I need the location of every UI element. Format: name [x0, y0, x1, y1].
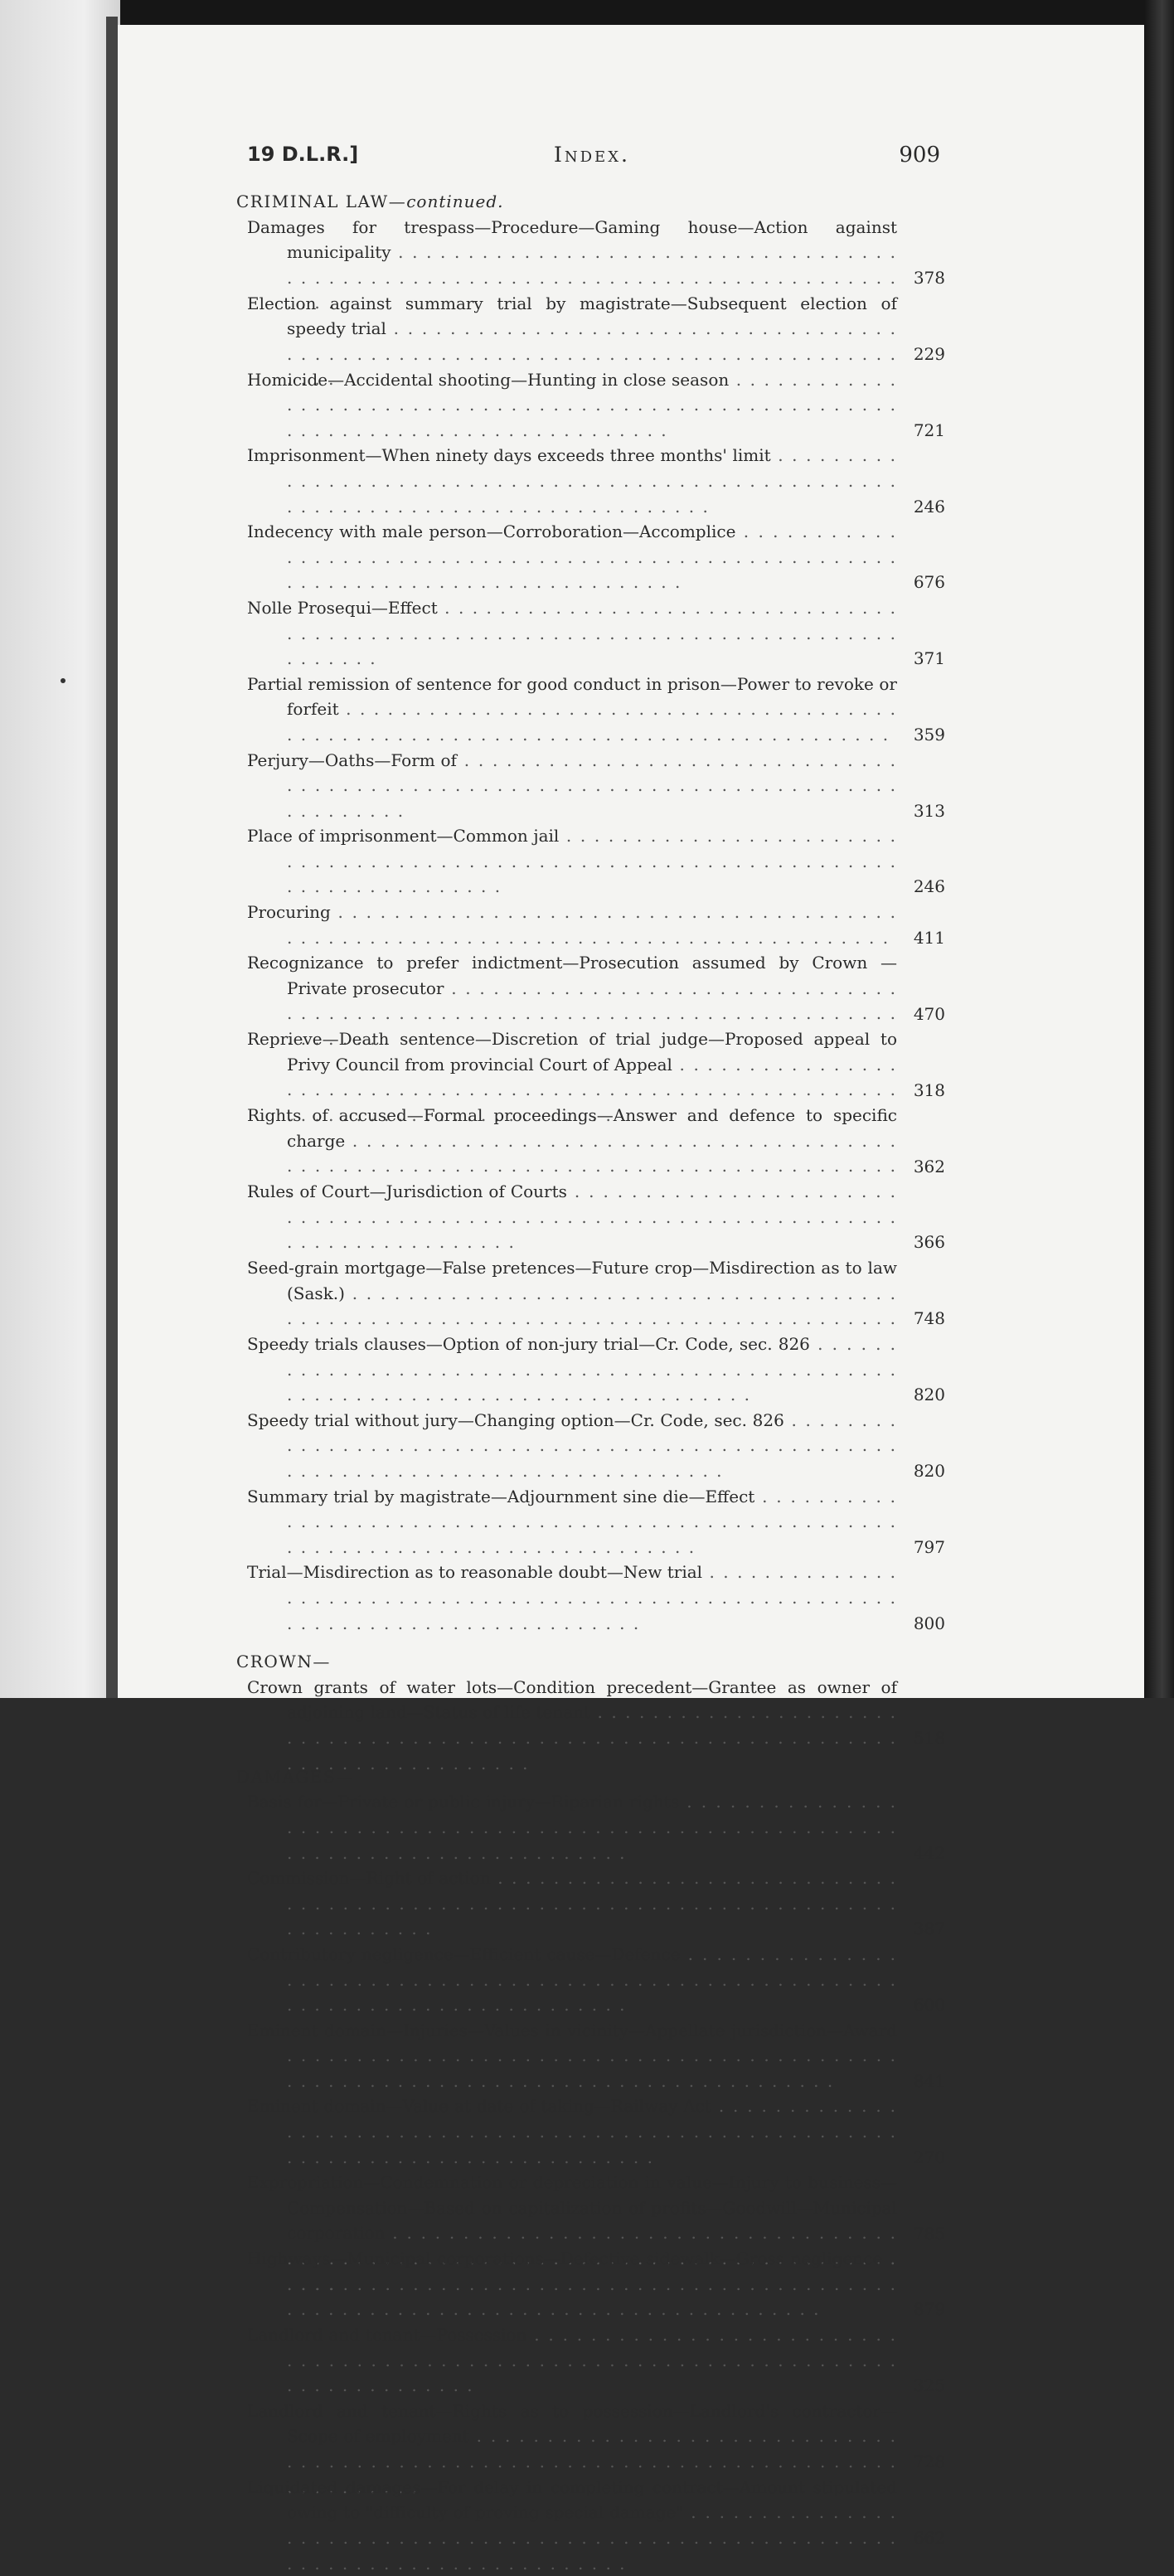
entry-page-number: 411	[913, 927, 945, 948]
entry-text: Landlord and tenant—Rights as to possession—Landlord's contractor—Scope of employment . . .	[287, 2399, 897, 2475]
entry-page-number: 325	[913, 2375, 945, 2396]
entry-text: Highways—Municipal corporations—Defective sidewalk—Gross negligence . . .	[287, 2246, 897, 2322]
entry-text: Summary trial by magistrate—Adjournment sine die—Effect . . .	[287, 1484, 897, 1560]
entry-text: Eminent domain—Injuries—Values in vicinity—Appellate jurisdiction—Award . . .	[287, 2018, 897, 2094]
entry-text: Liquidated damages—For delay in completing contract—Amount stipulated owing to "difficulty of proving special damage" . . .	[287, 2475, 897, 2551]
index-entry	[240, 1560, 945, 1636]
entry-text: Reprieve—Death sentence—Discretion of trial judge—Proposed appeal to Privy Council from provincial Court of Appeal . . .	[287, 1026, 897, 1103]
entry-text: Trial—Misdirection as to reasonable doubt—New trial . . .	[287, 1560, 897, 1636]
index-entry	[240, 2475, 945, 2551]
index-entry	[240, 900, 945, 950]
index-entry	[240, 443, 945, 519]
index-entry	[240, 823, 945, 900]
volume-reference: 19 D.L.R.]	[247, 143, 359, 166]
entry-page-number: 676	[913, 572, 945, 593]
entry-text: Eminent domain—Value at date of taking—Railway Act . . .	[287, 2093, 897, 2170]
index-entry	[240, 1103, 945, 1179]
index-entry	[240, 1332, 945, 1408]
entry-page-number: 313	[913, 800, 945, 821]
index-entry	[240, 519, 945, 595]
entry-text: Damages for trespass—Procedure—Gaming house—Action against municipality . . .	[287, 215, 897, 291]
index-entry	[240, 1789, 945, 1865]
entry-text: Contributory negligence—Efficient cause—Defence . . .	[287, 1942, 897, 2018]
entry-text: Partial remission of sentence for good conduct in prison—Power to revoke or forfeit . . .	[287, 672, 897, 748]
entry-text: Landlord and tenant—Possession . . .	[287, 2322, 897, 2399]
entry-page-number: 362	[913, 1156, 945, 1176]
section-heading-text: CRIMINAL LAW—	[236, 192, 407, 211]
index-entry	[240, 215, 945, 291]
entry-text: Crown grants of water lots—Condition precedent—Grantee as owner of adjoining land—Status of life tenant . . .	[287, 1675, 897, 1751]
entry-page-number: 371	[913, 648, 945, 669]
section-heading-text: CROWN—	[236, 1652, 331, 1672]
index-entry	[240, 367, 945, 444]
entry-page-number: 442	[913, 1842, 945, 1863]
section-heading	[236, 1649, 945, 1675]
index-entry	[240, 748, 945, 824]
facing-page-margin	[0, 0, 120, 1698]
entry-text: Perjury—Oaths—Form of . . .	[287, 748, 897, 824]
index-entry	[240, 2246, 945, 2322]
entry-text: Recognizance to prefer indictment—Prosecution assumed by Crown —Private prosecutor . . .	[287, 950, 897, 1026]
entry-page-number: 366	[913, 1232, 945, 1253]
entry-text: Expropriation—Condemnation or depreciation in value—Injury to business—Compensation—Based on capitalization of profits—Goodwill—Municipal corporation . . .	[287, 2170, 897, 2246]
index-section	[236, 189, 945, 1636]
entry-page-number: 728	[913, 2452, 945, 2472]
index-section	[236, 1649, 945, 1751]
entry-page-number: 797	[913, 1536, 945, 1557]
entry-page-number: 820	[913, 1385, 945, 1405]
scan-top-edge	[0, 0, 1174, 25]
index-entry	[240, 1942, 945, 2018]
entry-text: Imprisonment—When ninety days exceeds three months' limit . . .	[287, 443, 897, 519]
entry-text: Nolle Prosequi—Effect . . .	[287, 595, 897, 672]
entry-page-number: 518	[913, 1728, 945, 1749]
entry-page-number: 387	[913, 1919, 945, 1939]
entry-page-number: 662	[913, 2528, 945, 2549]
index-entry	[240, 2018, 945, 2094]
entry-page-number: 378	[913, 268, 945, 288]
index-entry	[240, 1408, 945, 1484]
scan-right-edge	[1144, 0, 1174, 1698]
index-entry	[240, 1026, 945, 1103]
index-body	[236, 189, 945, 2551]
entry-text: Commission—Right of action . . .	[287, 1865, 897, 1942]
entry-page-number: 359	[913, 724, 945, 745]
section-heading-text: DAMAGES—	[236, 1766, 354, 1787]
page-number: 909	[899, 143, 940, 167]
entry-page-number: 246	[913, 496, 945, 517]
entry-page-number: 800	[913, 1613, 945, 1633]
entry-page-number: 600	[913, 1995, 945, 2016]
entry-page-number: 879	[913, 2299, 945, 2320]
entry-page-number: 270	[913, 2147, 945, 2167]
entry-text: Indecency with male person—Corroboration—Accomplice . . .	[287, 519, 897, 595]
entry-text: Homicide—Accidental shooting—Hunting in close season . . .	[287, 367, 897, 444]
header-title: Index.	[554, 143, 630, 167]
index-entry	[240, 2322, 945, 2399]
entry-page-number: 785	[913, 2223, 945, 2244]
entry-text: Seed-grain mortgage—False pretences—Future crop—Misdirection as to law (Sask.) . . .	[287, 1255, 897, 1332]
entry-page-number: 229	[913, 344, 945, 364]
index-entry	[240, 672, 945, 748]
index-entry	[240, 2399, 945, 2475]
entry-text: Speedy trials clauses—Option of non-jury trial—Cr. Code, sec. 826 . . .	[287, 1332, 897, 1408]
entry-page-number: 246	[913, 876, 945, 897]
index-section	[236, 1764, 945, 2551]
entry-page-number: 470	[913, 1003, 945, 1024]
entry-page-number: 748	[913, 1308, 945, 1329]
entry-text: Basis for—Private or public injury—Riparian rights . . .	[287, 1789, 897, 1865]
index-entry	[240, 1255, 945, 1332]
entry-text: Election against summary trial by magistrate—Subsequent election of speedy trial . . .	[287, 291, 897, 367]
index-entry	[240, 291, 945, 367]
index-entry	[240, 2170, 945, 2246]
entry-text: Place of imprisonment—Common jail . . .	[287, 823, 897, 900]
entry-page-number: 820	[913, 1461, 945, 1481]
entry-text: Rights of accused—Formal proceedings—Answer and defence to specific charge . . .	[287, 1103, 897, 1179]
index-entry	[240, 2093, 945, 2170]
entry-text: Speedy trial without jury—Changing option—Cr. Code, sec. 826 . . .	[287, 1408, 897, 1484]
section-heading-suffix: continued.	[406, 192, 504, 211]
scan-speck	[61, 678, 65, 683]
index-entry	[240, 1675, 945, 1751]
entry-text: Procuring . . .	[287, 900, 897, 950]
entry-text: Rules of Court—Jurisdiction of Courts . . .	[287, 1179, 897, 1255]
index-entry	[240, 1484, 945, 1560]
index-entry	[240, 1179, 945, 1255]
index-entry	[240, 1865, 945, 1942]
section-heading	[236, 189, 945, 215]
running-header	[247, 143, 940, 176]
index-entry	[240, 950, 945, 1026]
entry-page-number: 721	[913, 420, 945, 440]
index-entry	[240, 595, 945, 672]
book-gutter	[106, 17, 118, 1698]
entry-page-number: 841	[913, 2070, 945, 2091]
entry-page-number: 318	[913, 1079, 945, 1100]
